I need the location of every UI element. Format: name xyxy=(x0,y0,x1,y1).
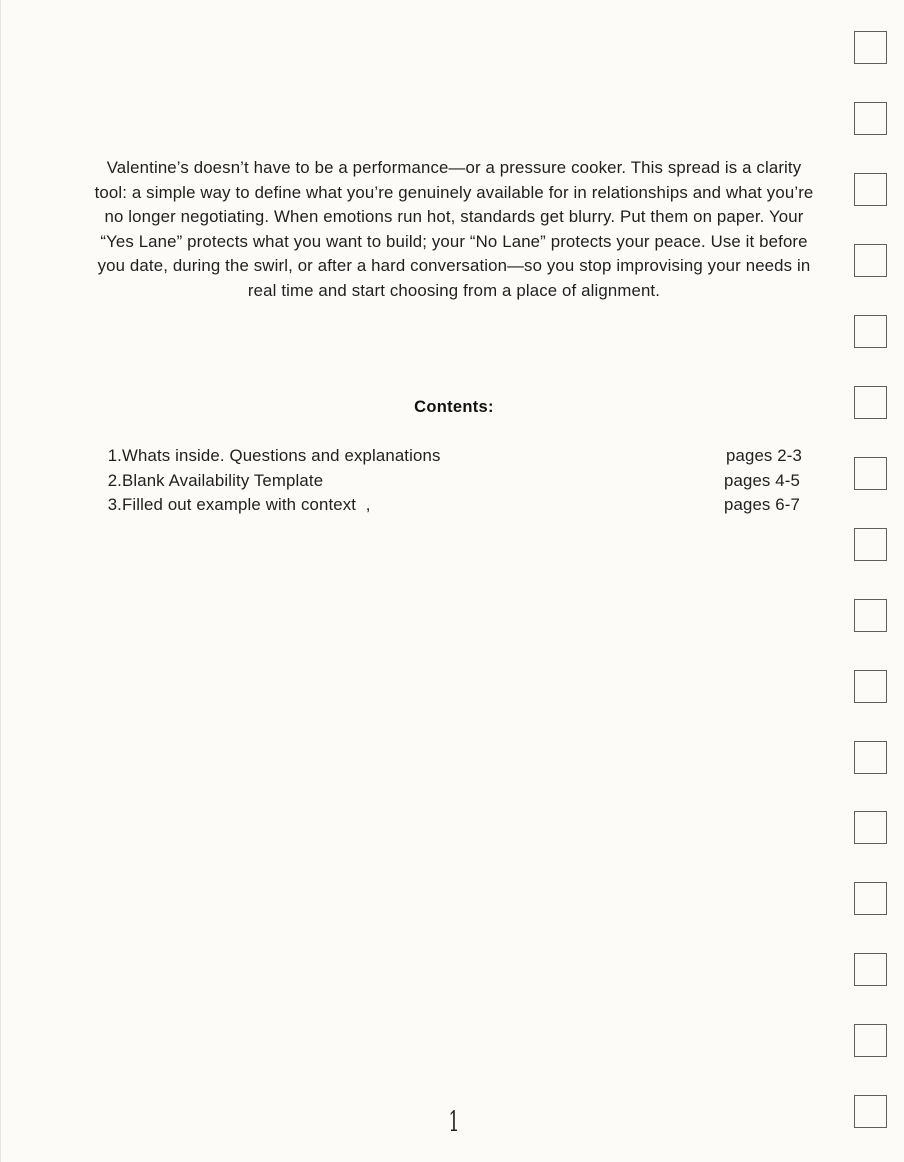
checkbox[interactable] xyxy=(854,882,887,915)
toc-item-pages: pages 6-7 xyxy=(724,495,800,514)
checkbox[interactable] xyxy=(854,741,887,774)
toc-item-pages: pages 4-5 xyxy=(724,470,800,490)
checkbox[interactable] xyxy=(854,670,887,703)
toc-item[interactable] xyxy=(100,446,802,471)
toc-item-title: Whats inside. Questions and explanations xyxy=(122,446,441,465)
checkbox[interactable] xyxy=(854,953,887,986)
toc-item-number: 3. xyxy=(107,495,122,514)
intro-paragraph: Valentine’s doesn’t have to be a performance—or a pressure cooker. This spread is a clarity tool: a simple way to define what you’re genuinely available for in relationships and what you’re no longer negotiating. When emotions run hot, standards get blurry. Put them on paper. Your “Yes Lane” protects what you want to build; your “No Lane” protects your peace. Use it before you date, during the swirl, or after a hard conversation—so you stop improvising your needs in real time and start choosing from a place of alignment. xyxy=(94,158,814,300)
checkbox[interactable] xyxy=(854,1095,887,1128)
toc-item-number: 1. xyxy=(107,446,122,465)
checkbox[interactable] xyxy=(854,315,887,348)
checkbox[interactable] xyxy=(854,599,887,632)
checkbox[interactable] xyxy=(854,528,887,561)
page-number: 1 xyxy=(448,1105,460,1138)
checkbox[interactable] xyxy=(854,173,887,206)
toc-item-title: Filled out example with context , xyxy=(122,495,371,514)
toc-item[interactable] xyxy=(100,495,802,520)
toc-item-number: 2. xyxy=(107,470,122,490)
checkbox[interactable] xyxy=(854,102,887,135)
checkbox[interactable] xyxy=(854,1024,887,1057)
checkbox[interactable] xyxy=(854,386,887,419)
checkbox[interactable] xyxy=(854,244,887,277)
checkbox[interactable] xyxy=(854,457,887,490)
checkbox[interactable] xyxy=(854,31,887,64)
checkbox[interactable] xyxy=(854,811,887,844)
page-edge xyxy=(0,0,1,1162)
toc-item-pages: pages 2-3 xyxy=(726,446,802,465)
toc-item[interactable] xyxy=(100,471,802,496)
toc-item-title: Blank Availability Template xyxy=(122,470,324,490)
contents-heading: Contents: xyxy=(414,398,494,416)
table-of-contents xyxy=(100,446,802,520)
